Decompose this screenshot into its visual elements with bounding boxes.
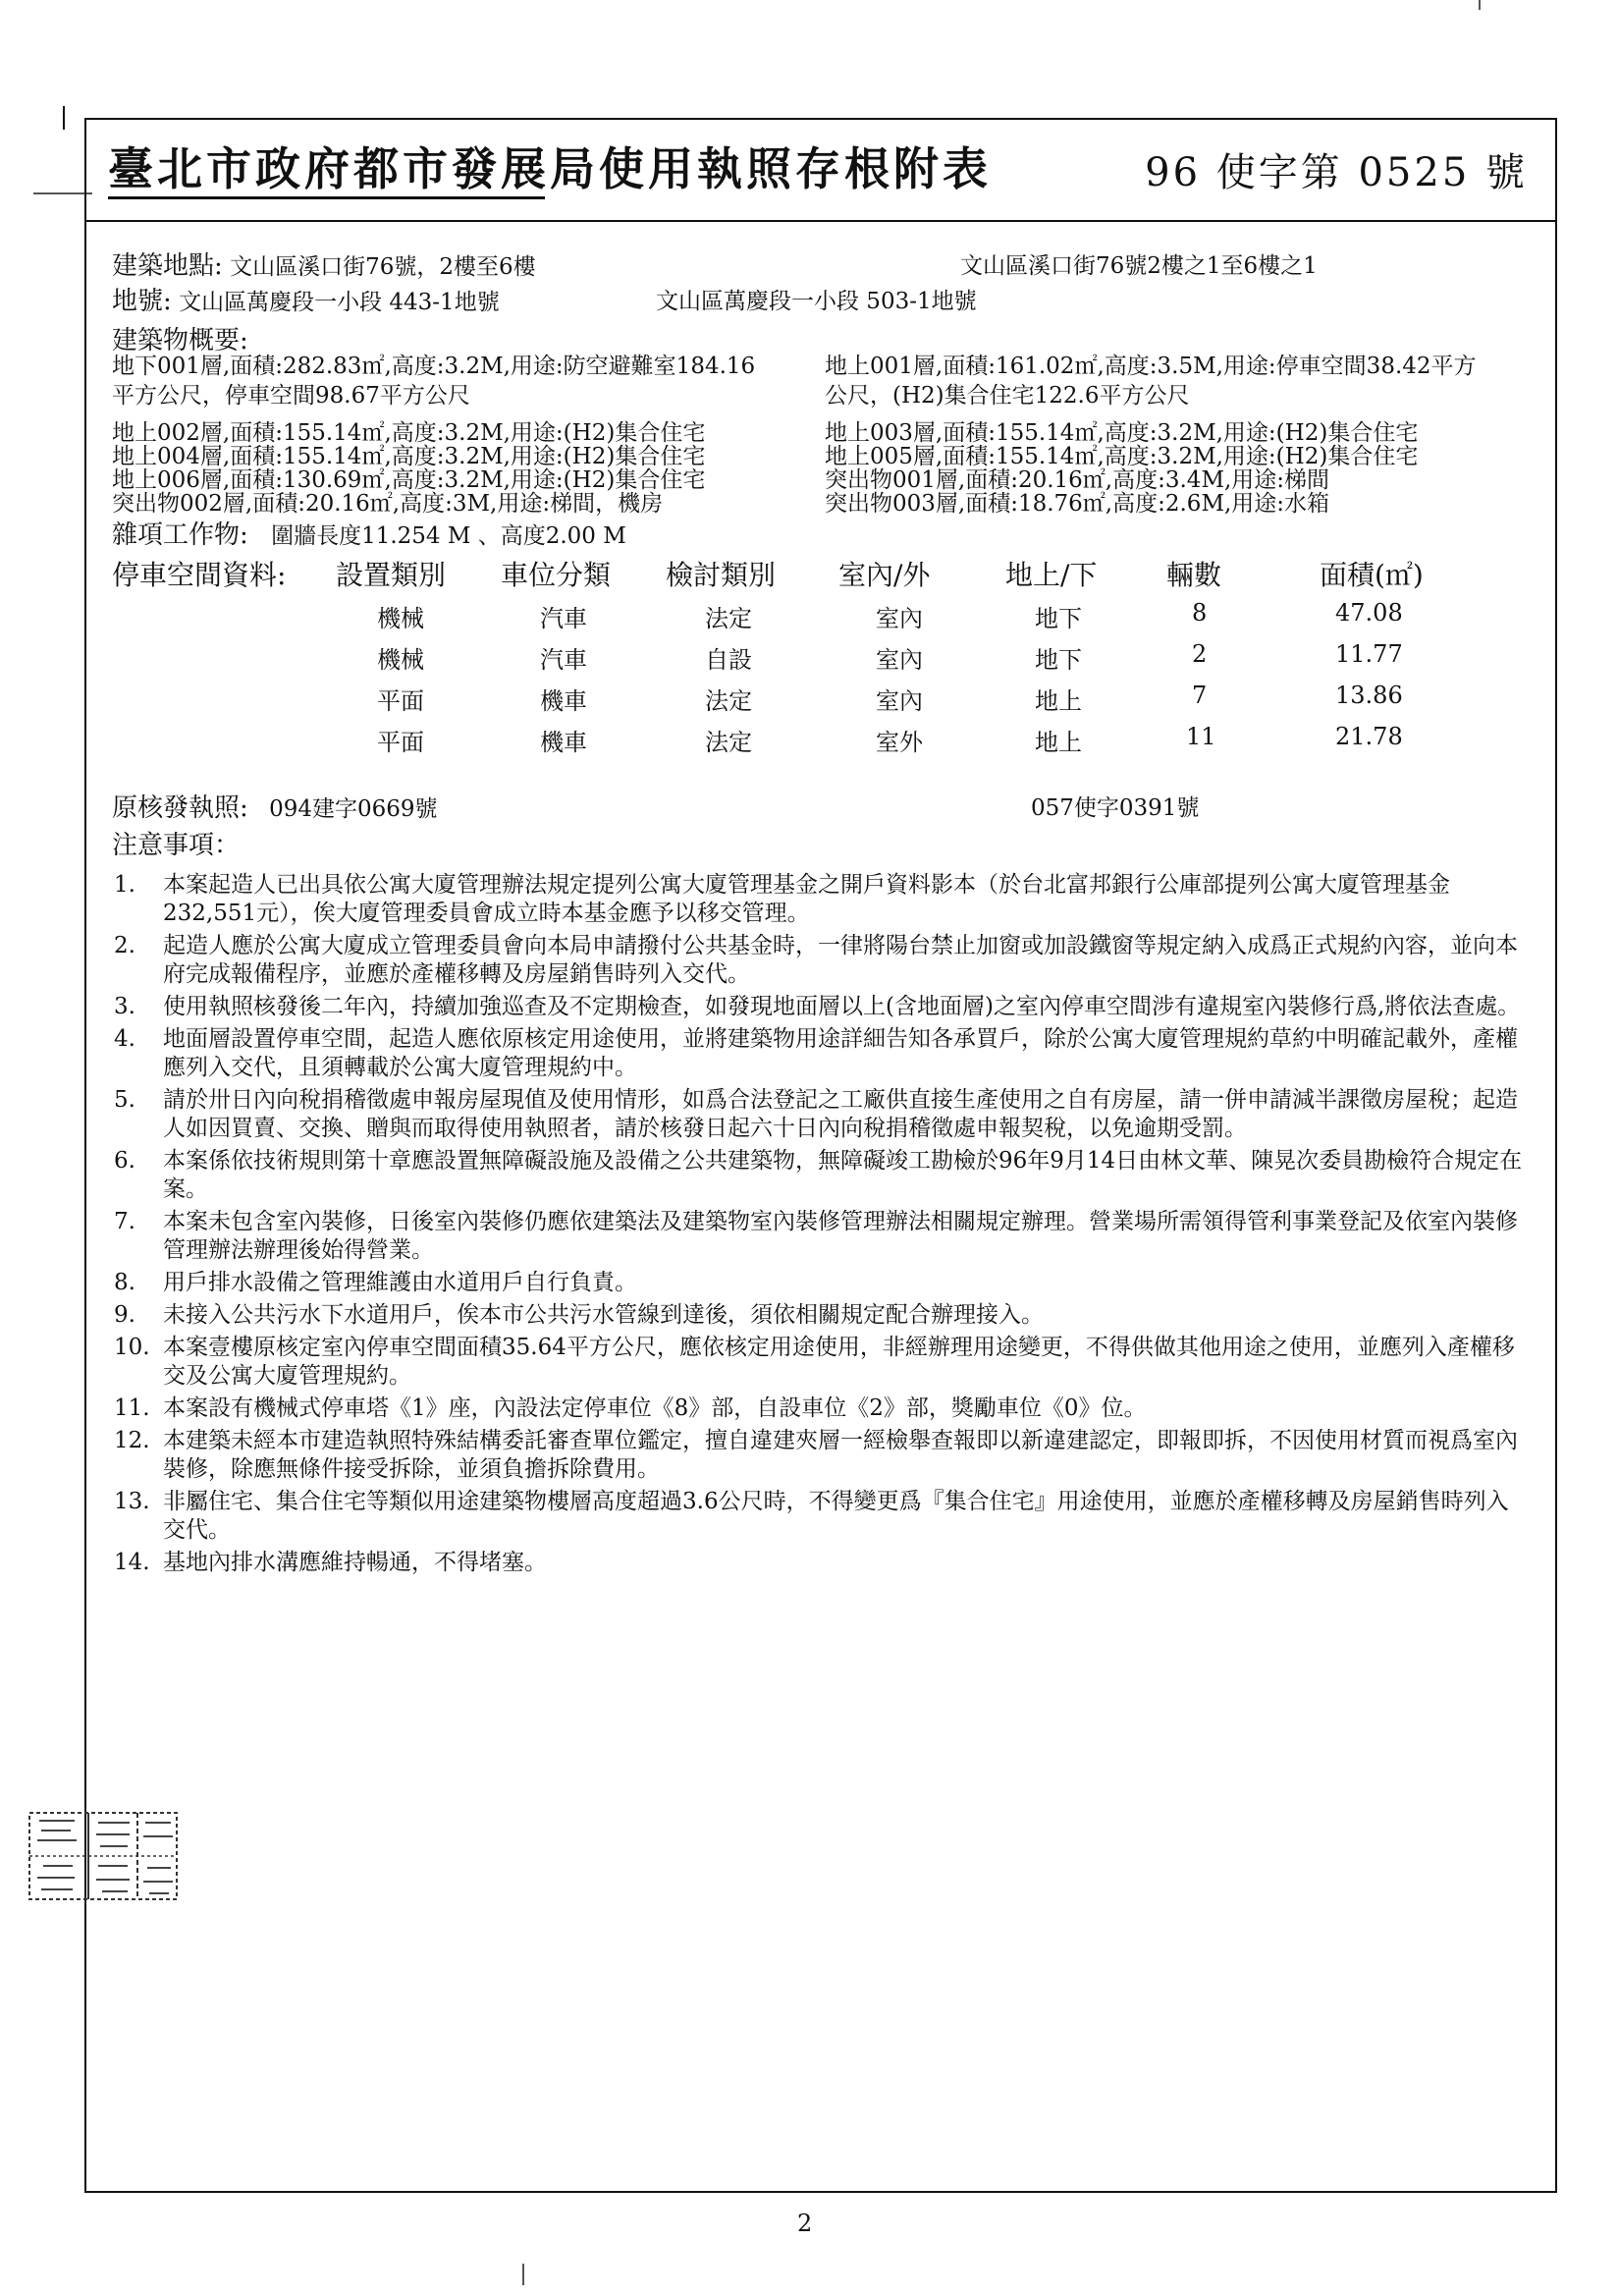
note-number: 7. bbox=[114, 1209, 135, 1234]
original-permit-label: 原核發執照: bbox=[112, 793, 248, 823]
note-text: 請於卅日內向稅捐稽徵處申報房屋現值及使用情形，如爲合法登記之工廠供直接生產使用之自有房屋，請一併申請減半課徵房屋稅；起造人如因買賣、交換、贈與而取得使用執照者，請於核發日起六十日內向稅捐稽徵處申報契稅，以免逾期受罰。 bbox=[163, 1087, 1518, 1141]
note-number: 10. bbox=[114, 1335, 150, 1360]
building-right-4: 地上005層,面積:155.14㎡,高度:3.2M,用途:(H2)集合住宅 bbox=[825, 444, 1419, 469]
note-item bbox=[112, 1208, 1526, 1265]
parking-cell: 11.77 bbox=[1335, 640, 1403, 668]
seal-stamp-graphic bbox=[27, 1807, 194, 1905]
note-item bbox=[112, 1427, 1526, 1484]
notes-list bbox=[112, 871, 1526, 1581]
building-left-6: 突出物002層,面積:20.16㎡,高度:3M,用途:梯間，機房 bbox=[112, 491, 664, 517]
note-number: 11. bbox=[114, 1395, 150, 1421]
note-item bbox=[112, 1394, 1526, 1423]
note-item bbox=[112, 1488, 1526, 1545]
seal-stamp bbox=[27, 1807, 194, 1905]
original-permit-value-1: 094建字0669號 bbox=[269, 796, 438, 822]
note-item bbox=[112, 932, 1526, 989]
parking-label: 停車空間資料: bbox=[112, 559, 287, 591]
building-right-6: 突出物003層,面積:18.76㎡,高度:2.6M,用途:水箱 bbox=[825, 491, 1330, 517]
parking-cell: 室內 bbox=[876, 687, 923, 715]
note-item bbox=[112, 1269, 1526, 1297]
building-label: 建築物概要: bbox=[112, 326, 248, 355]
scan-tick-top-right bbox=[1479, 0, 1481, 10]
parking-cell: 室內 bbox=[876, 605, 923, 632]
building-left-1: 地下001層,面積:282.83㎡,高度:3.2M,用途:防空避難室184.16 bbox=[112, 354, 756, 379]
parking-cell: 法定 bbox=[705, 729, 752, 756]
note-number: 14. bbox=[114, 1550, 150, 1575]
note-number: 9. bbox=[114, 1302, 135, 1328]
parking-header-indoor: 室內/外 bbox=[838, 559, 931, 591]
note-number: 1. bbox=[114, 872, 135, 898]
parking-cell: 21.78 bbox=[1335, 723, 1403, 750]
scan-line-top bbox=[33, 192, 92, 194]
parking-cell: 地下 bbox=[1035, 646, 1082, 674]
note-item bbox=[112, 1334, 1526, 1391]
note-item bbox=[112, 1086, 1526, 1143]
lot-row bbox=[112, 281, 500, 317]
note-text: 本案設有機械式停車塔《1》座，內設法定停車位《8》部，自設車位《2》部，獎勵車位《0》位。 bbox=[163, 1395, 1147, 1421]
parking-cell: 地下 bbox=[1035, 605, 1082, 632]
page-number: 2 bbox=[797, 2210, 813, 2237]
lot-value-1: 文山區萬慶段一小段 443-1地號 bbox=[179, 290, 500, 315]
address-value-2: 文山區溪口街76號2樓之1至6樓之1 bbox=[960, 253, 1318, 279]
notes-label: 注意事項： bbox=[112, 831, 241, 860]
parking-cell: 室外 bbox=[876, 729, 923, 756]
parking-header-review: 檢討類別 bbox=[666, 559, 777, 591]
parking-header-type: 設置類別 bbox=[336, 559, 447, 591]
note-number: 6. bbox=[114, 1148, 135, 1174]
building-left-3: 地上002層,面積:155.14㎡,高度:3.2M,用途:(H2)集合住宅 bbox=[112, 420, 706, 446]
parking-cell: 室內 bbox=[876, 646, 923, 674]
note-number: 12. bbox=[114, 1428, 150, 1453]
parking-header-level: 地上/下 bbox=[1005, 559, 1098, 591]
parking-cell: 法定 bbox=[705, 687, 752, 715]
parking-cell: 法定 bbox=[705, 605, 752, 632]
building-left-5: 地上006層,面積:130.69㎡,高度:3.2M,用途:(H2)集合住宅 bbox=[112, 467, 706, 493]
misc-row bbox=[112, 515, 626, 551]
note-text: 本案係依技術規則第十章應設置無障礙設施及設備之公共建築物，無障礙竣工勘檢於96年9月14日由林文華、陳晃次委員勘檢符合規定在案。 bbox=[163, 1148, 1523, 1202]
note-text: 未接入公共污水下水道用戶，俟本市公共污水管線到達後，須依相關規定配合辦理接入。 bbox=[163, 1302, 1044, 1328]
original-permit-row bbox=[112, 788, 438, 824]
parking-cell: 地上 bbox=[1035, 687, 1082, 715]
address-label: 建築地點: bbox=[112, 251, 223, 281]
building-right-5: 突出物001層,面積:20.16㎡,高度:3.4M,用途:梯間 bbox=[825, 467, 1330, 493]
parking-cell: 機車 bbox=[540, 729, 587, 756]
parking-cell: 自設 bbox=[705, 646, 752, 674]
parking-cell: 汽車 bbox=[540, 605, 587, 632]
address-value-1: 文山區溪口街76號，2樓至6樓 bbox=[230, 254, 536, 280]
note-item bbox=[112, 993, 1526, 1021]
note-number: 5. bbox=[114, 1087, 135, 1113]
note-text: 本案壹樓原核定室內停車空間面積35.64平方公尺，應依核定用途使用，非經辦理用途變更，不得供做其他用途之使用，並應列入產權移交及公寓大廈管理規約。 bbox=[163, 1335, 1515, 1389]
lot-value-2: 文山區萬慶段一小段 503-1地號 bbox=[656, 289, 977, 314]
parking-cell: 13.86 bbox=[1335, 682, 1403, 709]
parking-cell: 機械 bbox=[377, 605, 424, 632]
note-number: 2. bbox=[114, 933, 135, 958]
note-number: 4. bbox=[114, 1026, 135, 1052]
note-item bbox=[112, 1025, 1526, 1082]
lot-label: 地號: bbox=[112, 287, 172, 316]
scan-margin-mark bbox=[63, 106, 65, 130]
parking-cell: 11 bbox=[1186, 723, 1216, 750]
note-text: 起造人應於公寓大廈成立管理委員會向本局申請撥付公共基金時，一律將陽台禁止加窗或加設鐵窗等規定納入成爲正式規約內容，並向本府完成報備程序，並應於產權移轉及房屋銷售時列入交代。 bbox=[163, 933, 1518, 987]
parking-cell: 2 bbox=[1192, 640, 1208, 668]
building-right-2: 公尺，(H2)集合住宅122.6平方公尺 bbox=[825, 383, 1190, 409]
parking-header-class: 車位分類 bbox=[501, 559, 612, 591]
note-item bbox=[112, 1301, 1526, 1330]
parking-header-area: 面積(㎡) bbox=[1320, 559, 1424, 591]
parking-cell: 汽車 bbox=[540, 646, 587, 674]
note-text: 基地內排水溝應維持暢通，不得堵塞。 bbox=[163, 1550, 547, 1575]
title-underline bbox=[108, 196, 545, 199]
parking-cell: 8 bbox=[1192, 599, 1208, 627]
building-left-2: 平方公尺，停車空間98.67平方公尺 bbox=[112, 383, 470, 409]
note-number: 3. bbox=[114, 994, 135, 1019]
document-title: 臺北市政府都市發展局使用執照存根附表 bbox=[108, 142, 992, 195]
building-left-4: 地上004層,面積:155.14㎡,高度:3.2M,用途:(H2)集合住宅 bbox=[112, 444, 706, 469]
original-permit-value-2: 057使字0391號 bbox=[1031, 795, 1200, 821]
note-text: 本案未包含室內裝修，日後室內裝修仍應依建築法及建築物室內裝修管理辦法相關規定辦理。營業場所需領得管利事業登記及依室內裝修管理辦法辦理後始得營業。 bbox=[163, 1209, 1518, 1263]
misc-value: 圍牆長度11.254 M 、高度2.00 M bbox=[271, 523, 626, 549]
note-number: 8. bbox=[114, 1270, 135, 1295]
parking-header-count: 輛數 bbox=[1166, 559, 1222, 591]
scan-tick-bottom bbox=[522, 2264, 524, 2285]
note-text: 使用執照核發後二年內，持續加強巡查及不定期檢查，如發現地面層以上(含地面層)之室內停車空間涉有違規室內裝修行爲,將依法查處。 bbox=[163, 994, 1521, 1019]
parking-cell: 平面 bbox=[377, 687, 424, 715]
title-row bbox=[86, 120, 1555, 222]
parking-cell: 地上 bbox=[1035, 729, 1082, 756]
note-number: 13. bbox=[114, 1489, 150, 1514]
address-row bbox=[112, 246, 536, 282]
note-item bbox=[112, 1147, 1526, 1204]
permit-number: 96 使字第 0525 號 bbox=[1145, 150, 1528, 195]
parking-cell: 機車 bbox=[540, 687, 587, 715]
parking-cell: 47.08 bbox=[1335, 599, 1403, 627]
note-text: 地面層設置停車空間，起造人應依原核定用途使用，並將建築物用途詳細告知各承買戶，除於公寓大廈管理規約草約中明確記載外，產權應列入交代，且須轉載於公寓大廈管理規約中。 bbox=[163, 1026, 1518, 1080]
building-right-1: 地上001層,面積:161.02㎡,高度:3.5M,用途:停車空間38.42平方 bbox=[825, 354, 1477, 379]
parking-cell: 平面 bbox=[377, 729, 424, 756]
parking-cell: 7 bbox=[1192, 682, 1208, 709]
misc-label: 雜項工作物: bbox=[112, 520, 248, 550]
note-text: 非屬住宅、集合住宅等類似用途建築物樓層高度超過3.6公尺時，不得變更爲『集合住宅』用途使用，並應於產權移轉及房屋銷售時列入交代。 bbox=[163, 1489, 1509, 1543]
note-text: 本案起造人已出具依公寓大廈管理辦法規定提列公寓大廈管理基金之開戶資料影本（於台北富邦銀行公庫部提列公寓大廈管理基金232,551元），俟大廈管理委員會成立時本基金應予以移交管理。 bbox=[163, 872, 1450, 926]
note-text: 用戶排水設備之管理維護由水道用戶自行負責。 bbox=[163, 1270, 637, 1295]
note-item bbox=[112, 1549, 1526, 1577]
building-right-3: 地上003層,面積:155.14㎡,高度:3.2M,用途:(H2)集合住宅 bbox=[825, 420, 1419, 446]
note-text: 本建築未經本市建造執照特殊結構委託審查單位鑑定，擅自違建夾層一經檢舉查報即以新違建認定，即報即拆，不因使用材質而視爲室內裝修，除應無條件接受拆除，並須負擔拆除費用。 bbox=[163, 1428, 1518, 1482]
note-item bbox=[112, 871, 1526, 928]
document-frame bbox=[84, 118, 1557, 2193]
parking-cell: 機械 bbox=[377, 646, 424, 674]
